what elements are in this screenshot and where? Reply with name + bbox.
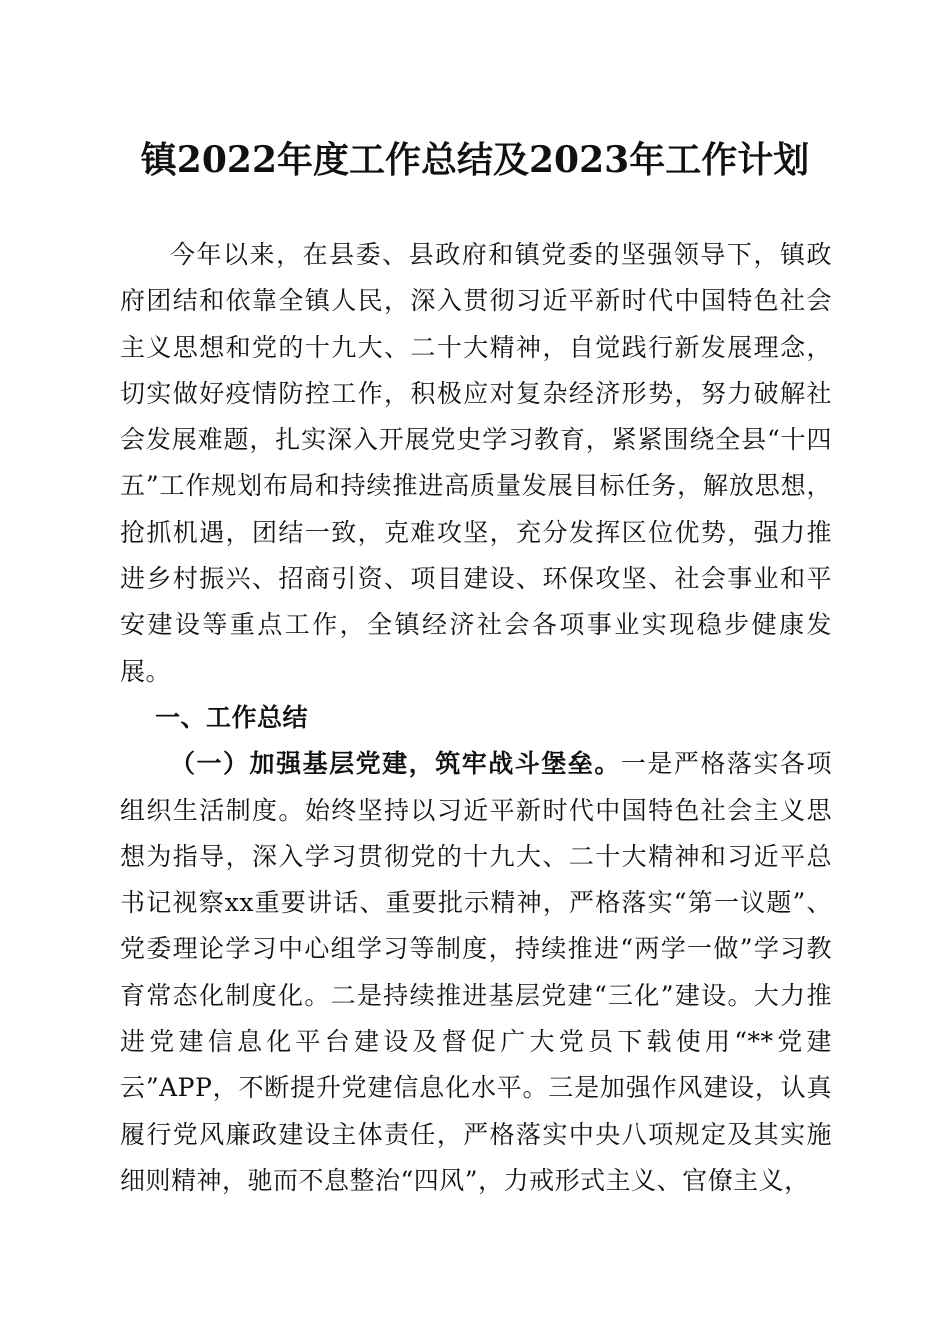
subsection-body: 一是严格落实各项组织生活制度。始终坚持以习近平新时代中国特色社会主义思想为指导，深入学习贯彻党的十九大、二十大精神和习近平总书记视察xx重要讲话、重要批示精神，严格落实“第一议题”、党委理论学习中心组学习等制度，持续推进“两学一做”学习教育常态化制度化。二是持续推进基层党建“三化”建设。大力推进党建信息化平台建设及督促广大党员下载使用“**党建云”APP，不断提升党建信息化水平。三是加强作风建设，认真履行党风廉政建设主体责任，严格落实中央八项规定及其实施细则精神，驰而不息整治“四风”，力戒形式主义、官僚主义，: [120, 749, 832, 1195]
document-title: 镇2022年度工作总结及2023年工作计划: [140, 139, 810, 181]
subsection-heading: （一）加强基层党建，筑牢战斗堡垒。: [170, 749, 621, 779]
document-body: [120, 232, 832, 1204]
subsection-party-building: [120, 741, 832, 1204]
intro-paragraph: 今年以来，在县委、县政府和镇党委的坚强领导下，镇政府团结和依靠全镇人民，深入贯彻习近平新时代中国特色社会主义思想和党的十九大、二十大精神，自觉践行新发展理念，切实做好疫情防控工作，积极应对复杂经济形势，努力破解社会发展难题，扎实深入开展党史学习教育，紧紧围绕全县“十四五”工作规划布局和持续推进高质量发展目标任务，解放思想，抢抓机遇，团结一致，克难攻坚，充分发挥区位优势，强力推进乡村振兴、招商引资、项目建设、环保攻坚、社会事业和平安建设等重点工作，全镇经济社会各项事业实现稳步健康发展。: [120, 240, 832, 686]
section-heading-work-summary: 一、工作总结: [155, 702, 309, 732]
